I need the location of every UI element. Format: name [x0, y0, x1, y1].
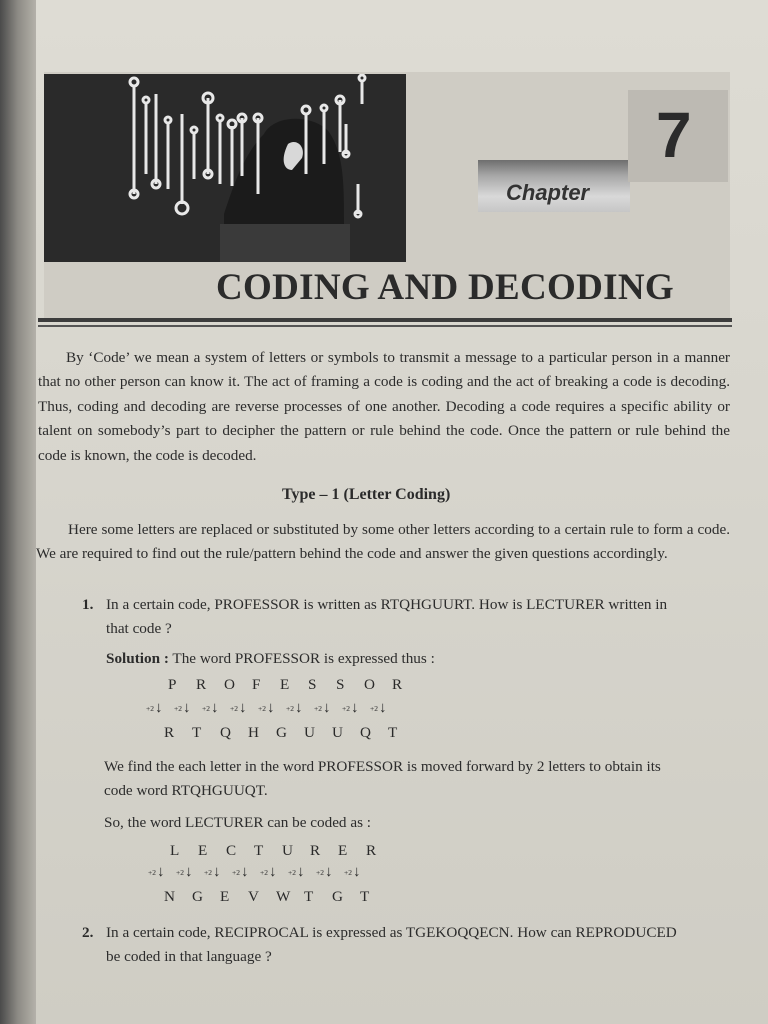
shift-label: +2 — [316, 868, 324, 878]
letter: F — [252, 676, 261, 693]
explanation-text: We find the each letter in the word PROFESSOR is moved forward by 2 letters to obtain its — [104, 758, 661, 775]
shift-label: +2 — [344, 868, 352, 878]
letter: O — [224, 676, 235, 693]
shift-label: +2 — [176, 868, 184, 878]
letter: L — [170, 842, 180, 859]
chapter-number: 7 — [656, 99, 692, 171]
arrow-down-icon: ↓ — [322, 700, 331, 716]
letter: Q — [220, 724, 231, 741]
solution-label: Solution : — [106, 650, 169, 667]
shift-label: +2 — [288, 868, 296, 878]
shift-arrow — [230, 700, 246, 717]
shift-label: +2 — [174, 704, 182, 714]
arrow-down-icon: ↓ — [324, 864, 333, 880]
chapter-title: CODING AND DECODING — [216, 267, 674, 308]
word-letters — [168, 676, 428, 696]
letter: G — [276, 724, 287, 741]
letter: V — [248, 888, 259, 905]
arrow-down-icon: ↓ — [184, 864, 193, 880]
shift-arrow — [176, 864, 192, 881]
shift-arrow — [204, 864, 220, 881]
letter: R — [196, 676, 207, 693]
question-text: In a certain code, RECIPROCAL is expressed as TGEKOQQECN. How can REPRODUCED — [106, 924, 677, 941]
shift-label: +2 — [204, 868, 212, 878]
shift-label: +2 — [146, 704, 154, 714]
arrow-down-icon: ↓ — [182, 700, 191, 716]
letter: P — [168, 676, 177, 693]
shift-arrows — [148, 864, 398, 884]
letter: T — [304, 888, 314, 905]
letter: T — [192, 724, 202, 741]
arrow-down-icon: ↓ — [156, 864, 165, 880]
shift-label: +2 — [258, 704, 266, 714]
word-letters — [170, 842, 410, 862]
arrow-down-icon: ↓ — [378, 700, 387, 716]
letter: H — [248, 724, 259, 741]
question-text: be coded in that language ? — [106, 948, 272, 965]
letter: Q — [360, 724, 371, 741]
explanation-text: code word RTQHGUUQT. — [104, 782, 268, 799]
letter: N — [164, 888, 175, 905]
section-heading: Type – 1 (Letter Coding) — [282, 486, 451, 503]
letter: E — [280, 676, 290, 693]
letter: O — [364, 676, 375, 693]
letter: R — [392, 676, 403, 693]
arrow-down-icon: ↓ — [294, 700, 303, 716]
intro-paragraph: By ‘Code’ we mean a system of letters or symbols to transmit a message to a particular person in a manner that no other person can know it. The act of framing a code is coding and the act of breaking a code is decoding. Thus, coding and decoding are reverse processes of one another. Decoding a code requires a specific ability or talent on somebody’s part to decipher the pattern or rule behind the code. Once the pattern or rule behind the code is known, the code is decoded. — [38, 349, 730, 464]
letter: T — [254, 842, 264, 859]
book-spine-shadow — [0, 0, 40, 1024]
shift-arrow — [232, 864, 248, 881]
shift-arrow — [260, 864, 276, 881]
arrow-down-icon: ↓ — [240, 864, 249, 880]
shift-label: +2 — [314, 704, 322, 714]
letter: G — [192, 888, 203, 905]
shift-arrow — [148, 864, 164, 881]
letter: E — [338, 842, 348, 859]
shift-label: +2 — [342, 704, 350, 714]
letter: E — [198, 842, 208, 859]
shift-arrow — [286, 700, 302, 717]
arrow-down-icon: ↓ — [212, 864, 221, 880]
arrow-down-icon: ↓ — [296, 864, 305, 880]
question-number: 2. — [82, 924, 94, 941]
letter: W — [276, 888, 291, 905]
code-letters — [164, 724, 424, 744]
shift-arrow — [342, 700, 358, 717]
shift-arrow — [314, 700, 330, 717]
letter: U — [304, 724, 315, 741]
banner-image — [44, 74, 406, 262]
letter: C — [226, 842, 237, 859]
letter: R — [366, 842, 377, 859]
shift-arrow — [316, 864, 332, 881]
letter: R — [310, 842, 321, 859]
question-text: that code ? — [106, 620, 172, 637]
chapter-label: Chapter — [506, 180, 590, 205]
letter: U — [282, 842, 293, 859]
arrow-down-icon: ↓ — [352, 864, 361, 880]
title-rule-thin — [38, 325, 732, 327]
shift-arrow — [146, 700, 162, 717]
shift-label: +2 — [260, 868, 268, 878]
so-line: So, the word LECTURER can be coded as : — [104, 814, 371, 831]
shift-arrow — [344, 864, 360, 881]
shift-label: +2 — [286, 704, 294, 714]
arrow-down-icon: ↓ — [268, 864, 277, 880]
arrow-down-icon: ↓ — [238, 700, 247, 716]
letter: T — [388, 724, 398, 741]
letter: R — [164, 724, 175, 741]
letter: G — [332, 888, 343, 905]
section-intro: Here some letters are replaced or substituted by some other letters according to a certain rule to form a code. We are required to find out the rule/pattern behind the code and answer the given questions accordingly. — [36, 521, 730, 563]
arrow-down-icon: ↓ — [350, 700, 359, 716]
shift-arrows — [146, 700, 426, 720]
shift-arrow — [370, 700, 386, 717]
shift-arrow — [288, 864, 304, 881]
shift-label: +2 — [202, 704, 210, 714]
solution-line — [106, 650, 435, 668]
shift-label: +2 — [148, 868, 156, 878]
letter: S — [336, 676, 345, 693]
shift-label: +2 — [232, 868, 240, 878]
shift-arrow — [174, 700, 190, 717]
letter: U — [332, 724, 343, 741]
arrow-down-icon: ↓ — [210, 700, 219, 716]
code-letters — [164, 888, 404, 908]
question-number: 1. — [82, 596, 94, 613]
title-rule-thick — [38, 318, 732, 322]
arrow-down-icon: ↓ — [266, 700, 275, 716]
shift-arrow — [202, 700, 218, 717]
letter: S — [308, 676, 317, 693]
shift-arrow — [258, 700, 274, 717]
shift-label: +2 — [230, 704, 238, 714]
question-text: In a certain code, PROFESSOR is written as RTQHGUURT. How is LECTURER written in — [106, 596, 668, 613]
letter: T — [360, 888, 370, 905]
letter: E — [220, 888, 230, 905]
arrow-down-icon: ↓ — [154, 700, 163, 716]
shift-label: +2 — [370, 704, 378, 714]
solution-text: The word PROFESSOR is expressed thus : — [168, 650, 435, 667]
